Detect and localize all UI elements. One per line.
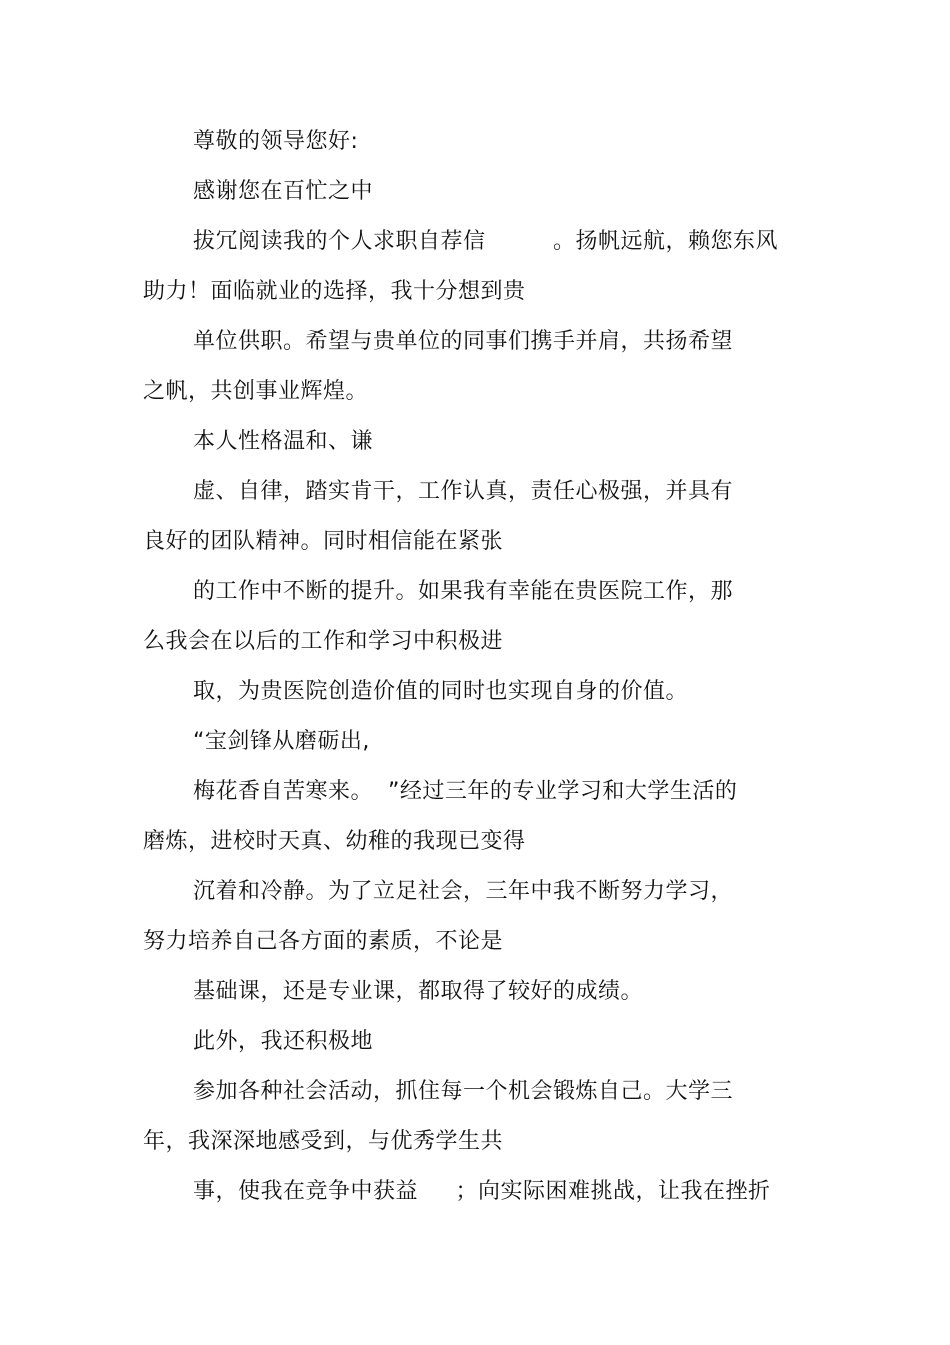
- text-line: 良好的团队精神。同时相信能在紧张: [143, 529, 504, 554]
- text-line: 本人性格温和、谦: [193, 429, 374, 454]
- quote-line: “宝剑锋从磨砺出,: [193, 729, 370, 754]
- text-line: 虚、自律，踏实肯干，工作认真，责任心极强，并具有: [193, 479, 734, 504]
- text-line: 沉着和冷静。为了立足社会，三年中我不断努力学习，: [193, 879, 734, 904]
- text-line: 取，为贵医院创造价值的同时也实现自身的价值。: [193, 679, 689, 704]
- salutation-line: 尊敬的领导您好:: [193, 129, 359, 154]
- text-line: 单位供职。希望与贵单位的同事们携手并肩，共扬希望: [193, 329, 734, 354]
- text-line: 年，我深深地感受到，与优秀学生共: [143, 1129, 504, 1154]
- text-line: 此外，我还积极地: [193, 1029, 374, 1054]
- text-line: 助力！面临就业的选择，我十分想到贵: [143, 279, 526, 304]
- text-line: 的工作中不断的提升。如果我有幸能在贵医院工作，那: [193, 579, 734, 604]
- text-line: 事，使我在竞争中获益 ；向实际困难挑战，让我在挫折: [193, 1179, 771, 1204]
- text-line: 努力培养自己各方面的素质，不论是: [143, 929, 504, 954]
- text-line: 拔冗阅读我的个人求职自荐信 。扬帆远航，赖您东风: [193, 229, 778, 254]
- text-line: 基础课，还是专业课，都取得了较好的成绩。: [193, 979, 644, 1004]
- text-line: 参加各种社会活动，抓住每一个机会锻炼自己。大学三: [193, 1079, 734, 1104]
- quote-line: 梅花香自苦寒来。 ”经过三年的专业学习和大学生活的: [193, 779, 738, 804]
- text-line: 之帆，共创事业辉煌。: [143, 379, 369, 404]
- text-line: 磨炼，进校时天真、幼稚的我现已变得: [143, 829, 526, 854]
- text-line: 么我会在以后的工作和学习中积极进: [143, 629, 504, 654]
- text-line: 感谢您在百忙之中: [193, 179, 374, 204]
